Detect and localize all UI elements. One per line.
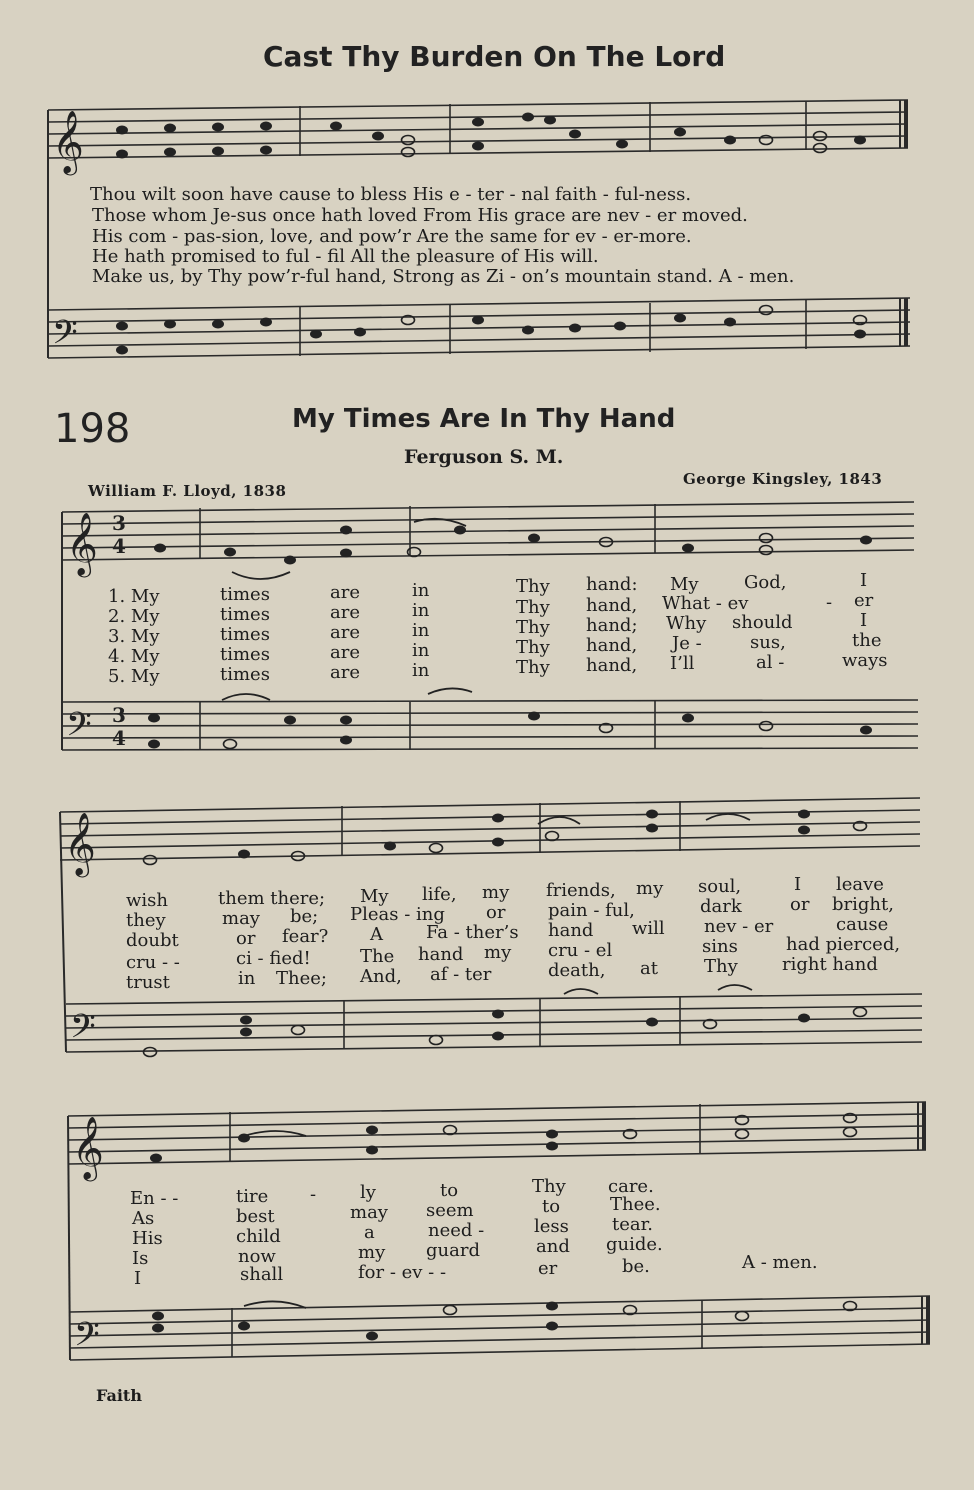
lyric-word: What - ev [662,593,749,614]
lyric-word: er [538,1258,558,1279]
lyric-word: are [330,602,360,623]
composer-credit: George Kingsley, 1843 [683,470,883,488]
lyric-word: trust [126,972,170,993]
lyric-word: I [860,610,868,631]
amen-text: A - men. [742,1252,818,1273]
lyric-word: fear? [282,926,329,947]
staff-3-treble [60,798,920,860]
lyric-word: shall [240,1264,284,1285]
lyric-word: 3. My [108,626,160,647]
lyric-word: Thy [516,617,550,638]
lyric-word: Thy [516,657,550,678]
lyric-word: wish [126,890,168,911]
lyric-word: should [732,612,793,633]
footer-section-label: Faith [96,1386,142,1405]
lyric-word: in [412,660,430,681]
lyric-word: my [484,942,512,963]
lyric-word: my [358,1242,386,1263]
lyric-word: hand, [586,595,638,616]
time-signature-icon: 4 [112,726,126,750]
lyric-word: Je - [672,633,702,654]
lyric-word: in [238,968,256,989]
lyric-word: times [220,624,270,645]
lyric-word: cru - - [126,952,180,973]
lyric-word: in [412,640,430,661]
lyric-word: times [220,584,270,605]
lyric-word: En - - [130,1188,179,1209]
lyric-line: Those whom Je-sus once hath loved From His grace are nev - er moved. [92,205,748,226]
lyric-word: cru - el [548,940,613,961]
lyric-word: My [360,886,389,907]
lyric-word: 4. My [108,646,160,667]
lyric-word: tire [236,1186,269,1207]
staff-4-treble [68,1102,926,1164]
time-signature-icon: 4 [112,534,126,558]
lyric-line: Make us, by Thy pow’r-ful hand, Strong as Zi - on’s mountain stand. A - men. [92,266,795,287]
lyric-word: are [330,622,360,643]
lyric-word: death, [548,960,606,981]
lyric-word: seem [426,1200,474,1221]
time-signature-icon: 3 [112,511,126,535]
lyric-word: Thee. [610,1194,661,1215]
lyric-word: sins [702,936,738,957]
lyric-word: will [632,918,665,939]
lyric-word: to [440,1180,459,1201]
lyric-word: A [370,924,383,945]
lyric-word: doubt [126,930,179,951]
lyric-word: need - [428,1220,485,1241]
lyric-word: Pleas - ing [350,904,445,925]
lyric-word: they [126,910,166,931]
author-credit: William F. Lloyd, 1838 [88,482,287,500]
lyric-word: Thy [516,637,550,658]
lyric-word: and [536,1236,570,1257]
lyric-word: The [360,946,395,967]
lyric-word: bright, [832,894,894,915]
lyric-word: or [236,928,256,949]
lyric-word: may [222,908,260,929]
lyric-word: hand: [586,574,638,595]
lyric-word: guide. [606,1234,663,1255]
lyric-word: 5. My [108,666,160,687]
lyric-word: Thee; [276,968,327,989]
lyric-word: 1. My [108,586,160,607]
bass-clef-icon: 𝄢 [74,1316,100,1362]
lyric-word: care. [608,1176,654,1197]
lyric-word: hand [418,944,464,965]
lyric-word: My [670,574,699,595]
hymn-number: 198 [54,406,131,452]
lyric-word: Thy [516,576,550,597]
lyric-word: to [542,1196,561,1217]
lyric-word: in [412,600,430,621]
lyric-word: hand [548,920,594,941]
lyric-word: a [364,1222,375,1243]
lyric-word: ly [360,1182,376,1203]
lyric-word: or [790,894,810,915]
lyric-word: Thy [704,956,738,977]
hymn-top-title: Cast Thy Burden On The Lord [263,40,726,73]
lyric-word: the [852,630,882,651]
lyric-word: less [534,1216,569,1237]
lyric-word: God, [744,572,787,593]
lyric-word: al - [756,652,785,673]
lyric-word: nev - er [704,916,774,937]
staff-1-bass [48,298,910,358]
lyric-word: dark [700,896,742,917]
lyric-word: right hand [782,954,878,975]
lyric-word: I [134,1268,142,1289]
lyric-word: be; [290,906,319,927]
lyric-word: my [636,878,664,899]
hymn-198-title: My Times Are In Thy Hand [292,404,676,434]
lyric-word: child [236,1226,281,1247]
lyric-word: for - ev - - [358,1262,447,1283]
lyric-word: life, [422,884,457,905]
lyric-word: best [236,1206,275,1227]
lyric-word: leave [836,874,884,895]
lyric-word: Is [132,1248,149,1269]
lyric-word: times [220,664,270,685]
lyric-word: er [854,590,874,611]
bass-clef-icon: 𝄢 [66,706,92,752]
lyric-word: are [330,642,360,663]
lyric-line: His com - pas-sion, love, and pow’r Are the same for ev - er-more. [92,226,692,247]
lyric-word: times [220,604,270,625]
lyric-word: soul, [698,876,742,897]
staff-2-bass [62,700,918,750]
lyric-word: or [486,902,506,923]
lyric-word: are [330,582,360,603]
lyric-word: ways [842,650,888,671]
staff-4-bass [70,1296,930,1360]
lyric-word: now [238,1246,276,1267]
lyric-word: af - ter [430,964,492,985]
lyric-word: - [826,592,833,613]
lyric-line: He hath promised to ful - fil All the pleasure of His will. [92,246,599,267]
lyric-word: hand, [586,635,638,656]
lyric-word: Why [666,613,707,634]
lyric-word: in [412,580,430,601]
lyric-word: guard [426,1240,480,1261]
lyric-word: hand, [586,655,638,676]
lyric-word: friends, [546,880,616,901]
treble-clef-icon: 𝄞 [52,110,84,173]
lyric-word: may [350,1202,388,1223]
bass-clef-icon: 𝄢 [70,1008,96,1054]
staff-2-treble [62,502,914,560]
lyric-word: I’ll [670,653,695,674]
lyric-word: had pierced, [786,934,901,955]
staff-3-bass [66,994,922,1052]
lyric-line: Thou wilt soon have cause to bless His e - ter - nal faith - ful-ness. [90,184,692,205]
lyric-word: hand; [586,615,638,636]
bass-clef-icon: 𝄢 [52,314,78,360]
lyric-word: them there; [218,888,326,909]
lyric-word: Thy [532,1176,566,1197]
lyric-word: I [794,874,802,895]
lyric-word: Thy [516,597,550,618]
lyric-word: I [860,570,868,591]
lyric-word: ci - fied! [236,948,311,969]
treble-clef-icon: 𝄞 [72,1116,104,1179]
tune-name: Ferguson S. M. [404,446,564,468]
lyric-word: at [640,958,658,979]
lyric-word: His [132,1228,163,1249]
lyric-word: - [310,1184,317,1205]
lyric-word: be. [622,1256,650,1277]
lyric-word: 2. My [108,606,160,627]
lyric-word: Fa - ther’s [426,922,519,943]
lyric-word: in [412,620,430,641]
lyric-word: my [482,882,510,903]
lyric-word: tear. [612,1214,653,1235]
treble-clef-icon: 𝄞 [66,512,98,575]
lyric-word: pain - ful, [548,900,635,921]
treble-clef-icon: 𝄞 [64,812,96,875]
lyric-word: are [330,662,360,683]
time-signature-icon: 3 [112,703,126,727]
lyric-word: And, [360,966,402,987]
lyric-word: cause [836,914,889,935]
lyric-word: As [132,1208,155,1229]
lyric-word: times [220,644,270,665]
lyric-word: sus, [750,632,786,653]
